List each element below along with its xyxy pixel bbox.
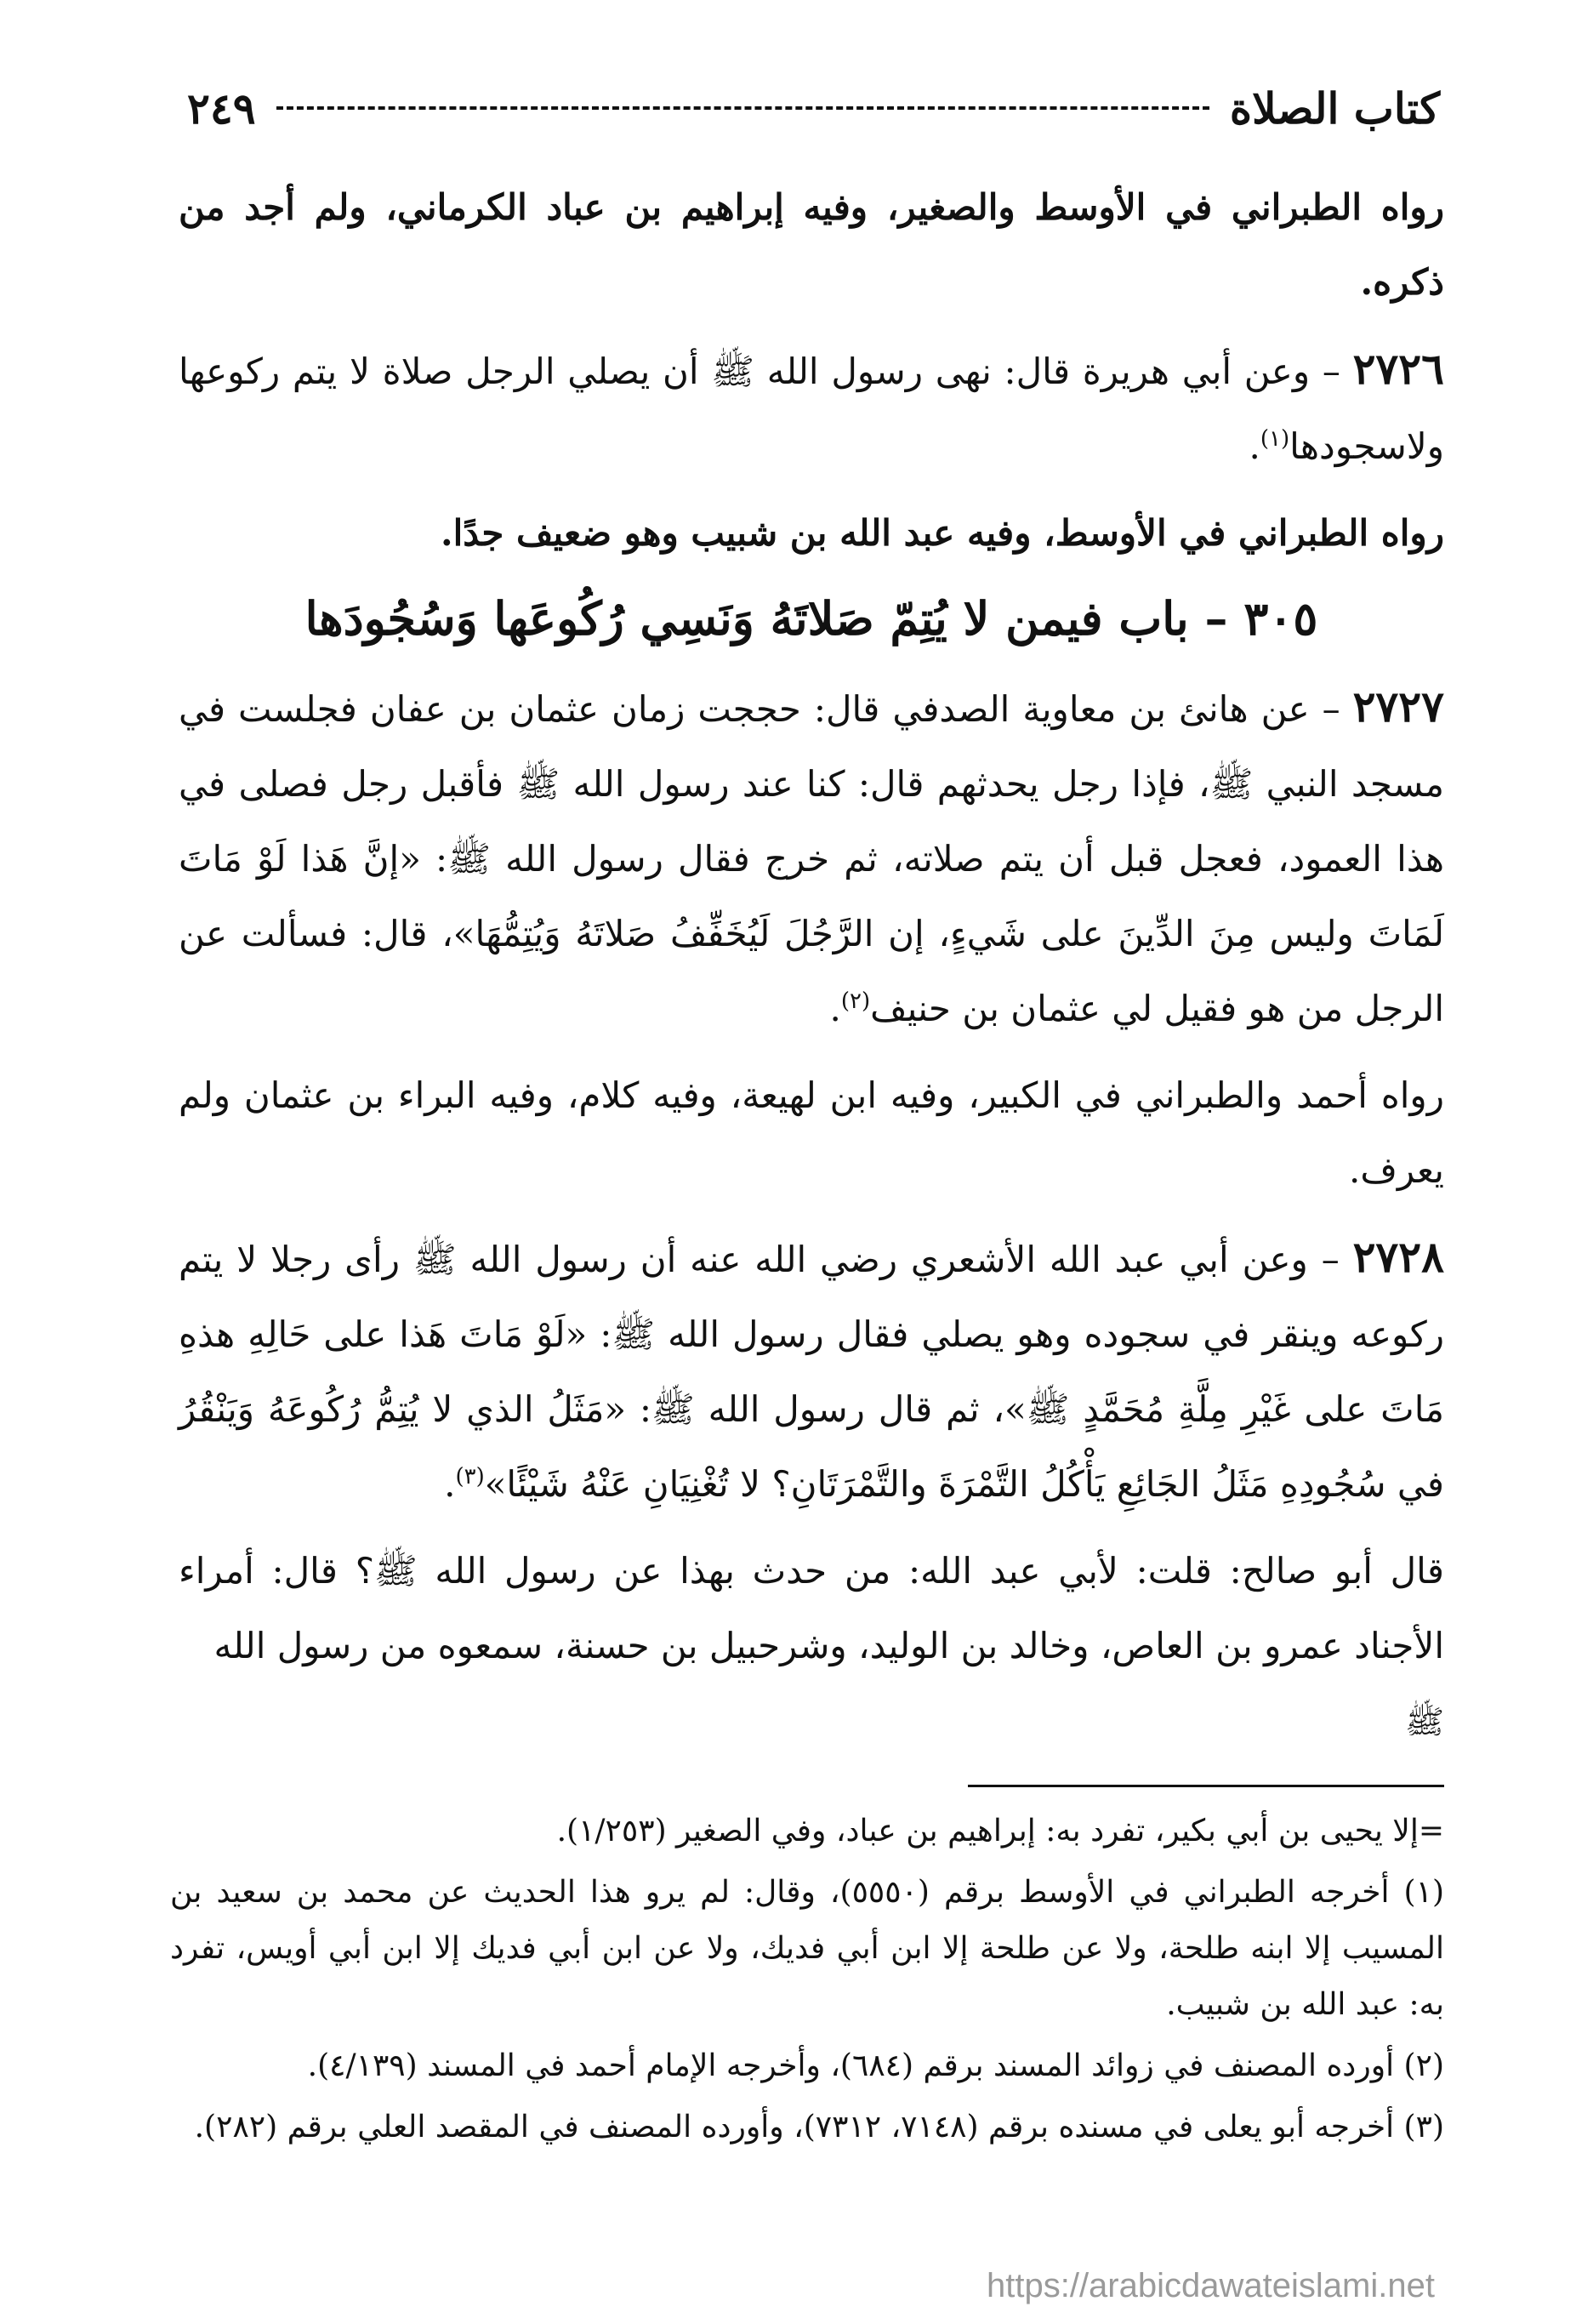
- salawat-glyph: ﷺ: [1405, 1703, 1444, 1740]
- footnote-ref: (١): [1260, 426, 1290, 452]
- hadith-text: – وعن أبي هريرة قال: نهى رسول الله ﷺ أن يصلي الرجل صلاة لا يتم ركوعها ولاسجودها: [179, 350, 1444, 467]
- hadith-text: – عن هانئ بن معاوية الصدفي قال: حججت زمان عثمان بن عفان فجلست في مسجد النبي ﷺ، فإذا رجل يحدثهم قال: كنا عند رسول الله ﷺ فأقبل رجل فصلى في هذا العمود، فعجل قبل أن يتم صلاته، ثم خرج فقال رسول الله ﷺ: «إنَّ هَذا لَوْ مَاتَ لَمَاتَ وليس مِنَ الدِّينَ على شَيءٍ، إن الرَّجُلَ لَيُخَفِّفُ صَلاتَهُ وَيُتِمُّهَا»، قال: فسألت عن الرجل من هو فقيل لي عثمان بن حنيف: [179, 688, 1444, 1029]
- footnote-1: (١) أخرجه الطبراني في الأوسط برقم (٥٥٥٠)، وقال: لم يرو هذا الحديث عن محمد بن سعيد بن المسيب إلا ابنه طلحة، ولا عن طلحة إلا ابن أبي فديك، ولا عن ابن أبي فديك إلا ابن أبي أويس، تفرد به: عبد الله بن شبيب.: [170, 1875, 1444, 2022]
- hadith-2728-continuation: [179, 1534, 1444, 1759]
- watermark-url: https://arabicdawateislami.net: [987, 2267, 1435, 2304]
- page-number: ٢٤٩: [187, 83, 256, 134]
- footnote-separator: [968, 1785, 1444, 1787]
- footnote-ref: (٢): [840, 988, 871, 1014]
- footnotes: [170, 1803, 1444, 2161]
- source-note-text: رواه الطبراني في الأوسط، وفيه عبد الله بن شبيب وهو ضعيف جدًا.: [441, 512, 1444, 554]
- source-note: [179, 1058, 1444, 1208]
- hadith-number: ٢٧٢٨: [1352, 1232, 1444, 1282]
- book-title: كتاب الصلاة: [1229, 83, 1440, 134]
- footnote-2: (٢) أورده المصنف في زوائد المسند برقم (٦٨٤)، وأخرجه الإمام أحمد في المسند (٤/١٣٩).: [307, 2048, 1444, 2083]
- chapter-heading: ٣٠٥ – باب فيمن لا يُتِمّ صَلاتَهُ وَنَسِي رُكُوعَها وَسُجُودَها: [304, 591, 1318, 646]
- footnote-continuation: =إلا يحيى بن أبي بكير، تفرد به: إبراهيم بن عباد، وفي الصغير (١/٢٥٣).: [556, 1814, 1444, 1848]
- source-note: [179, 170, 1444, 320]
- main-text: [179, 170, 1444, 1771]
- source-note: [179, 496, 1444, 571]
- hadith-number: ٢٧٢٧: [1352, 681, 1444, 732]
- hadith-number: ٢٧٢٦: [1352, 344, 1444, 394]
- hadith-2727: ٢٧٢٧ – عن هانئ بن معاوية الصدفي قال: حججت زمان عثمان بن عفان فجلست في مسجد النبي ﷺ، فإذا رجل يحدثهم قال: كنا عند رسول الله ﷺ فأقبل رجل فصلى في هذا العمود، فعجل قبل أن يتم صلاته، ثم خرج فقال رسول الله ﷺ: «إنَّ هَذا لَوْ مَاتَ لَمَاتَ وليس مِنَ الدِّينَ على شَيءٍ، إن الرَّجُلَ لَيُخَفِّفُ صَلاتَهُ وَيُتِمُّهَا»، قال: فسألت عن الرجل من هو فقيل لي عثمان بن حنيف$^{(٢)}$.: [179, 681, 1444, 1029]
- source-note-text: رواه أحمد والطبراني في الكبير، وفيه ابن لهيعة، وفيه كلام، وفيه البراء بن عثمان ولم يعرف.: [179, 1074, 1444, 1191]
- footnote-3: (٣) أخرجه أبو يعلى في مسنده برقم (٧١٤٨، ٧٣١٢)، وأورده المصنف في المقصد العلي برقم (٢٨٢).: [194, 2110, 1444, 2145]
- hadith-2728: ٢٧٢٨ – وعن أبي عبد الله الأشعري رضي الله عنه أن رسول الله ﷺ رأى رجلا لا يتم ركوعه وينقر في سجوده وهو يصلي فقال رسول الله ﷺ: «لَوْ مَاتَ هَذا على حَالِهِ هذهِ مَاتَ على غَيْرِ مِلَّةِ مُحَمَّدٍ ﷺ»، ثم قال رسول الله ﷺ: «مَثَلُ الذي لا يُتِمُّ رُكُوعَهُ وَيَنْقُرُ في سُجُودِهِ مَثَلُ الجَائِعِ يَأْكُلُ التَّمْرَةَ والتَّمْرَتَانِ؟ لا تُغْنِيَانِ عَنْهُ شَيْئًا»$^{(٣)}$.: [179, 1232, 1444, 1505]
- footnote-ref: (٣): [455, 1464, 485, 1490]
- hadith-text: – وعن أبي عبد الله الأشعري رضي الله عنه أن رسول الله ﷺ رأى رجلا لا يتم ركوعه وينقر في سجوده وهو يصلي فقال رسول الله ﷺ: «لَوْ مَاتَ هَذا على حَالِهِ هذهِ مَاتَ على غَيْرِ مِلَّةِ مُحَمَّدٍ ﷺ»، ثم قال رسول الله ﷺ: «مَثَلُ الذي لا يُتِمُّ رُكُوعَهُ وَيَنْقُرُ في سُجُودِهِ مَثَلُ الجَائِعِ يَأْكُلُ التَّمْرَةَ والتَّمْرَتَانِ؟ لا تُغْنِيَانِ عَنْهُ شَيْئًا»: [179, 1239, 1444, 1505]
- page-header: [187, 78, 1440, 138]
- header-dashed-rule: [276, 106, 1209, 110]
- hadith-text: قال أبو صالح: قلت: لأبي عبد الله: من حدث بهذا عن رسول الله ﷺ؟ قال: أمراء الأجناد عمرو بن العاص، وخالد بن الوليد، وشرحبيل بن حسنة، سمعوه من رسول الله: [179, 1550, 1444, 1666]
- source-note-text: رواه الطبراني في الأوسط والصغير، وفيه إبراهيم بن عباد الكرماني، ولم أجد من ذكره.: [179, 186, 1444, 303]
- hadith-2726: ٢٧٢٦ – وعن أبي هريرة قال: نهى رسول الله ﷺ أن يصلي الرجل صلاة لا يتم ركوعها ولاسجودها$^{(١)}$.: [179, 344, 1444, 467]
